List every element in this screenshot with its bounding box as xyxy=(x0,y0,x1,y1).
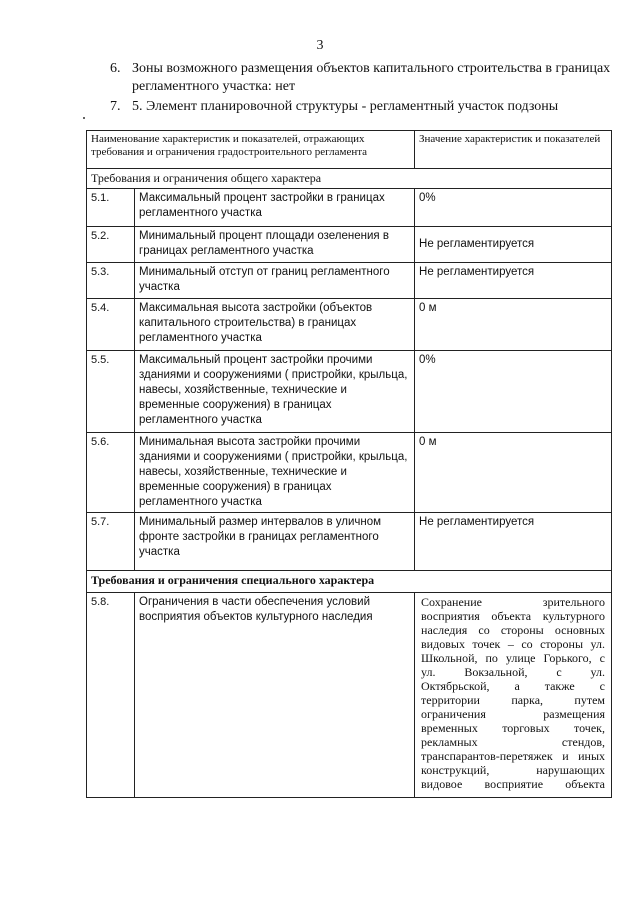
row-name: Минимальный размер интервалов в уличном фронте застройки в границах регламентного участка xyxy=(135,513,415,571)
table-header-row xyxy=(87,131,612,169)
scan-speck xyxy=(83,117,85,119)
value-line: конструкций, нарушающих xyxy=(421,763,606,777)
row-value: Не регламентируется xyxy=(415,513,612,571)
row-value: 0 м xyxy=(415,433,612,513)
row-number: 5.6. xyxy=(87,433,135,513)
value-line: Школьной, по улице Горького, с xyxy=(421,651,605,665)
table-row xyxy=(87,263,612,299)
row-name: Минимальный отступ от границ регламентного участка xyxy=(135,263,415,299)
value-line: территории парка, путем xyxy=(421,693,606,707)
row-name: Ограничения в части обеспечения условий восприятия объектов культурного наследия xyxy=(135,593,415,798)
value-line: временных торговых точек, xyxy=(421,721,605,735)
table-row xyxy=(87,299,612,351)
value-line: видовое восприятие объекта xyxy=(421,777,606,791)
row-name: Минимальный процент площади озеленения в границах регламентного участка xyxy=(135,227,415,263)
table-row xyxy=(87,513,612,571)
header-values: Значение характеристик и показателей xyxy=(415,131,612,169)
value-line: транспарантов-перетяжек и иных xyxy=(421,749,605,763)
value-line: наследия со стороны основных xyxy=(421,623,606,637)
value-line: восприятия объекта культурного xyxy=(421,609,606,623)
section-title-special: Требования и ограничения специального характера xyxy=(87,571,612,593)
row-value: 0% xyxy=(415,189,612,227)
intro-item-text: 5. Элемент планировочной структуры - регламентный участок подзоны xyxy=(132,99,559,114)
intro-list xyxy=(110,60,620,116)
intro-item-6 xyxy=(110,60,620,96)
section-row-general xyxy=(87,169,612,189)
header-characteristics: Наименование характеристик и показателей, отражающих требования и ограничения градостроительного регламента xyxy=(87,131,415,169)
row-name: Максимальная высота застройки (объектов капитального строительства) в границах регламентного участка xyxy=(135,299,415,351)
row-value: 0% xyxy=(415,351,612,433)
table-row xyxy=(87,351,612,433)
value-line: видовых точек – со стороны ул. xyxy=(421,637,605,651)
section-title-general: Требования и ограничения общего характера xyxy=(87,169,612,189)
row-value: Не регламентируется xyxy=(415,263,612,299)
row-number: 5.4. xyxy=(87,299,135,351)
row-number: 5.2. xyxy=(87,227,135,263)
section-row-special xyxy=(87,571,612,593)
value-line: Сохранение зрительного xyxy=(421,595,606,609)
value-line: рекламных стендов, xyxy=(421,735,606,749)
intro-item-number: 7. xyxy=(110,99,121,114)
row-number: 5.5. xyxy=(87,351,135,433)
value-line: Октябрьской, а также с xyxy=(421,679,605,693)
row-number: 5.8. xyxy=(87,593,135,798)
intro-item-number: 6. xyxy=(110,61,121,76)
row-name: Максимальный процент застройки прочими зданиями и сооружениями ( пристройки, крыльца, навесы, хозяйственные, технические и временные сооружения) в границах регламентного участка xyxy=(135,351,415,433)
value-line: ул. Вокзальной, с ул. xyxy=(421,665,606,679)
row-value: 0 м xyxy=(415,299,612,351)
page-number: 3 xyxy=(316,38,324,53)
value-line: ограничения размещения xyxy=(421,707,606,721)
row-name: Максимальный процент застройки в границах регламентного участка xyxy=(135,189,415,227)
table-row xyxy=(87,227,612,263)
table-row xyxy=(87,189,612,227)
regulation-table xyxy=(86,130,612,798)
table-row xyxy=(87,433,612,513)
intro-item-text: Зоны возможного размещения объектов капитального строительства в границах регламентного участка: нет xyxy=(132,61,611,94)
table-row-special xyxy=(87,593,612,798)
row-value-heritage xyxy=(415,593,612,798)
row-value: Не регламентируется xyxy=(415,227,612,263)
row-name: Минимальная высота застройки прочими зданиями и сооружениями ( пристройки, крыльца, навесы, хозяйственные, технические и временные сооружения) в границах регламентного участка xyxy=(135,433,415,513)
intro-item-7 xyxy=(110,98,620,116)
row-number: 5.3. xyxy=(87,263,135,299)
row-number: 5.1. xyxy=(87,189,135,227)
row-number: 5.7. xyxy=(87,513,135,571)
